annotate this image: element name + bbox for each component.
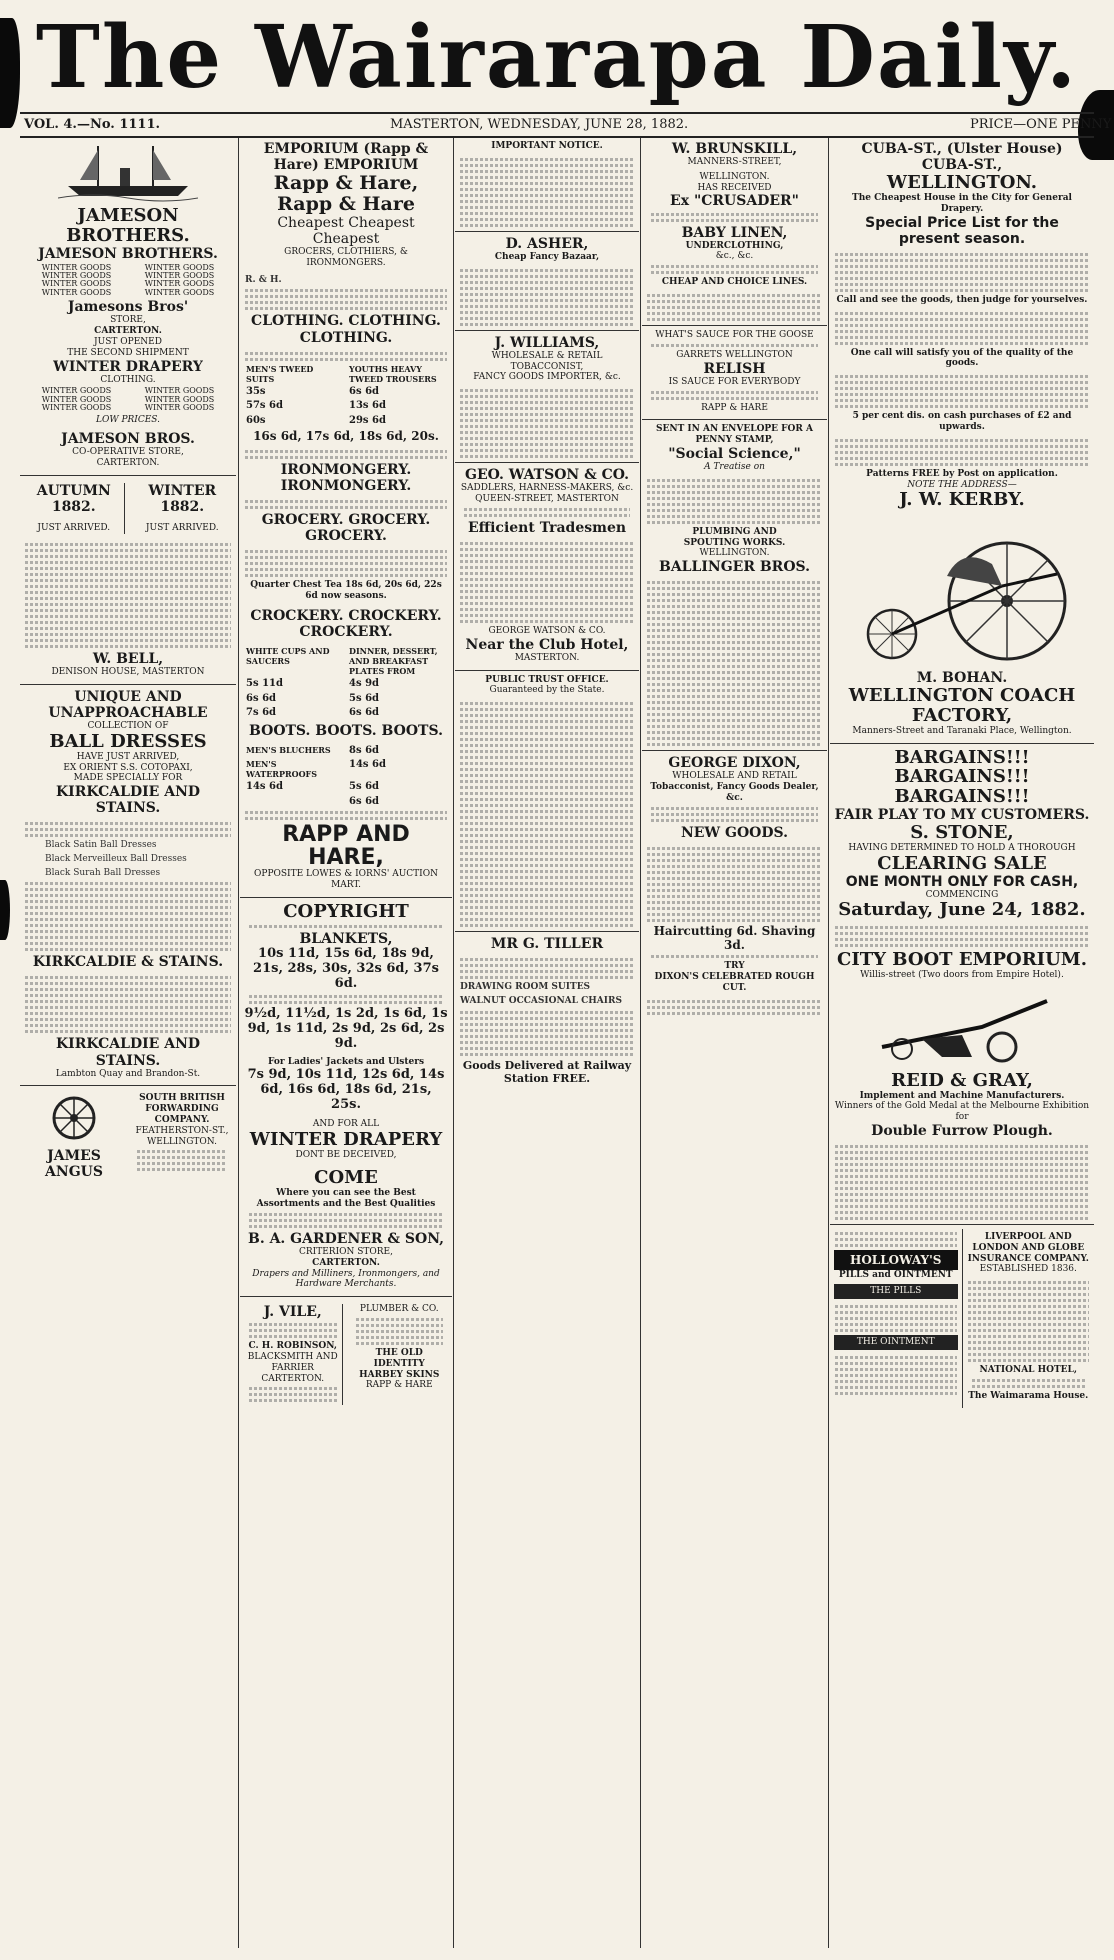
ad-body-text bbox=[835, 926, 1089, 947]
section-rule bbox=[240, 1296, 452, 1297]
bargains-heading: BARGAINS!!! BARGAINS!!! bbox=[894, 746, 1030, 788]
bluchers-label: MEN'S BLUCHERS bbox=[246, 744, 331, 755]
james-angus: JAMES ANGUS bbox=[45, 1147, 103, 1181]
price-value: 13s 6d bbox=[349, 400, 386, 412]
come-heading: COME bbox=[314, 1167, 378, 1189]
ad-body-text bbox=[245, 352, 447, 361]
made-specially: MADE SPECIALLY FOR bbox=[73, 773, 183, 784]
plough-illustration bbox=[862, 987, 1062, 1067]
section-rule bbox=[20, 1085, 236, 1086]
ironmongery-heading: IRONMONGERY. IRONMONGERY. bbox=[280, 461, 412, 495]
ad-body-text bbox=[460, 1011, 634, 1056]
section-rule bbox=[455, 670, 639, 671]
robinson-name: C. H. ROBINSON, bbox=[248, 1341, 338, 1352]
manners-street: MANNERS-STREET, bbox=[687, 157, 782, 168]
price-value: 14s 6d bbox=[349, 759, 386, 771]
quarter-chest-tea: Quarter Chest Tea 18s 6d, 20s 6d, 22s 6d now seasons. bbox=[250, 580, 442, 602]
ad-body-text bbox=[25, 976, 231, 1033]
ad-body-text bbox=[647, 479, 822, 524]
discount: 5 per cent dis. on cash purchases of £2 and upwards. bbox=[852, 411, 1072, 432]
smith-line: BLACKSMITH AND FARRIER bbox=[247, 1352, 338, 1373]
walnut-chairs: WALNUT OCCASIONAL CHAIRS bbox=[460, 996, 622, 1007]
ad-body-text bbox=[25, 882, 231, 951]
section-rule bbox=[455, 330, 639, 331]
winter-goods-item: WINTER GOODS bbox=[144, 403, 215, 413]
section-rule bbox=[455, 931, 639, 932]
winter-goods-item: WINTER GOODS bbox=[41, 262, 112, 272]
commencing: COMMENCING bbox=[925, 889, 999, 900]
ad-body-text bbox=[25, 543, 231, 648]
gardener-name: B. A. GARDENER & SON, bbox=[247, 1230, 445, 1247]
winter-goods-item: WINTER GOODS bbox=[41, 394, 112, 404]
grocers-line: GROCERS, CLOTHIERS, & IRONMONGERS. bbox=[284, 247, 408, 268]
coop-store: CO-OPERATIVE STORE, bbox=[72, 447, 184, 458]
national-hotel: NATIONAL HOTEL, bbox=[979, 1365, 1077, 1376]
crockery-prices bbox=[246, 646, 446, 720]
goods-delivered: Goods Delivered at Railway Station FREE. bbox=[462, 1058, 632, 1085]
waterproofs-label: MEN'S WATERPROOFS bbox=[246, 759, 317, 780]
new-goods: NEW GOODS. bbox=[680, 824, 789, 841]
column-3 bbox=[455, 138, 639, 1948]
ad-body-text bbox=[647, 294, 822, 321]
ad-body-text bbox=[460, 702, 634, 927]
near-club-hotel: Near the Club Hotel, bbox=[465, 636, 629, 653]
dont-be-deceived: DONT BE DECEIVED, bbox=[295, 1149, 397, 1160]
section-rule bbox=[642, 750, 827, 751]
price-value: 5s 11d bbox=[246, 678, 283, 690]
special-price: Special Price List for the present season. bbox=[865, 214, 1059, 247]
ad-body-text bbox=[245, 550, 447, 577]
guaranteed: Guaranteed by the State. bbox=[489, 685, 605, 696]
williams-name: J. WILLIAMS, bbox=[494, 334, 600, 351]
bottom-ads-col5 bbox=[830, 1229, 1094, 1408]
ad-body-text bbox=[249, 995, 443, 1004]
try: TRY bbox=[724, 961, 745, 972]
bohan-name: M. BOHAN. bbox=[916, 670, 1008, 687]
blanket-prices-2: 9½d, 11½d, 1s 2d, 1s 6d, 1s 9d, 1s 11d, 2s 9d, 2s 6d, 2s 9d. bbox=[244, 1005, 448, 1051]
denison-house: DENISON HOUSE, MASTERTON bbox=[51, 667, 205, 678]
price: PRICE—ONE PENNY bbox=[970, 117, 1112, 132]
masterton-label: MASTERTON. bbox=[514, 652, 580, 663]
crockery-heading: CROCKERY. CROCKERY. CROCKERY. bbox=[250, 607, 442, 640]
spouting: SPOUTING WORKS. bbox=[683, 537, 786, 548]
price-value: 5s 6d bbox=[349, 692, 380, 704]
liverpool-insurance: LIVERPOOL AND LONDON AND GLOBE INSURANCE COMPANY. bbox=[967, 1232, 1089, 1264]
mens-tweed-label: MEN'S TWEED SUITS bbox=[246, 363, 314, 384]
winter-goods-item: WINTER GOODS bbox=[144, 279, 215, 289]
ad-body-text bbox=[245, 811, 447, 820]
ad-body-text bbox=[245, 289, 447, 310]
winter-goods-item: WINTER GOODS bbox=[144, 287, 215, 297]
winter-goods-item: WINTER GOODS bbox=[41, 287, 112, 297]
blankets-heading: BLANKETS, bbox=[299, 930, 393, 947]
coach-factory: WELLINGTON COACH FACTORY, bbox=[848, 685, 1076, 727]
section-rule bbox=[240, 897, 452, 898]
ad-body-text bbox=[835, 312, 1089, 345]
geo-watson-2: GEORGE WATSON & CO. bbox=[488, 625, 606, 636]
sb-forwarding: SOUTH BRITISH FORWARDING COMPANY. bbox=[139, 1093, 225, 1126]
underclothing: UNDERCLOTHING, bbox=[685, 240, 784, 251]
ad-body-text bbox=[835, 1232, 957, 1247]
plumber-line: PLUMBER & CO. bbox=[359, 1304, 439, 1315]
price-value: 60s bbox=[246, 414, 266, 426]
ad-body-text bbox=[249, 1213, 443, 1228]
price-value: 35s bbox=[246, 385, 266, 397]
price-value: 29s 6d bbox=[349, 414, 386, 426]
carterton-label-2: CARTERTON. bbox=[96, 458, 160, 469]
etc: &c., &c. bbox=[715, 251, 754, 262]
saturday-date: Saturday, June 24, 1882. bbox=[838, 899, 1086, 921]
williams-sub: WHOLESALE & RETAIL TOBACCONIST, bbox=[491, 350, 603, 372]
ad-body-text bbox=[651, 391, 818, 400]
brunskill-name: W. BRUNSKILL, bbox=[671, 141, 798, 157]
winter-heading: WINTER 1882. bbox=[148, 483, 217, 516]
rapp-hare-small: RAPP & HARE bbox=[365, 1380, 433, 1391]
winter-goods-item: WINTER GOODS bbox=[41, 271, 112, 281]
cuba-street: CUBA-ST., (Ulster House) CUBA-ST., bbox=[861, 141, 1063, 174]
reid-gray: REID & GRAY, bbox=[891, 1069, 1033, 1091]
black-merveilleux: Black Merveilleux Ball Dresses bbox=[45, 854, 187, 864]
bell-name: W. BELL, bbox=[92, 651, 164, 668]
tiller-name: MR G. TILLER bbox=[490, 936, 604, 953]
price-value: 8s 6d bbox=[349, 744, 380, 756]
price-value: 14s 6d bbox=[246, 781, 283, 793]
ad-body-text bbox=[647, 1000, 822, 1015]
winter-goods-item: WINTER GOODS bbox=[41, 403, 112, 413]
ad-body-text bbox=[25, 822, 231, 837]
jacket-prices: 7s 9d, 10s 11d, 12s 6d, 14s 6d, 16s 6d, 18s 6d, 21s, 25s. bbox=[247, 1067, 445, 1113]
rh-intro bbox=[245, 275, 447, 287]
fancy-goods: FANCY GOODS IMPORTER, &c. bbox=[473, 372, 621, 383]
store-label: STORE, bbox=[110, 315, 146, 326]
cheapest-heading: Cheapest Cheapest Cheapest bbox=[277, 214, 415, 248]
patterns-free: Patterns FREE by Post on application. bbox=[866, 468, 1058, 479]
jameson-heading: JAMESON BROTHERS. bbox=[66, 205, 190, 246]
clothing-prices bbox=[246, 364, 446, 428]
garrets: GARRETS WELLINGTON bbox=[676, 349, 793, 360]
column-rule bbox=[828, 138, 829, 1948]
torn-edge-left-low bbox=[0, 880, 10, 940]
winter-goods-item: WINTER GOODS bbox=[144, 262, 215, 272]
ad-body-text bbox=[245, 450, 447, 459]
ad-body-text bbox=[835, 253, 1089, 292]
youths-trousers-label: YOUTHS HEAVY TWEED TROUSERS bbox=[349, 363, 437, 384]
where-line: Where you can see the Best Assortments and the Best Qualities bbox=[256, 1188, 436, 1210]
volume-number: VOL. 4.—No. 1111. bbox=[24, 117, 161, 132]
queen-street: QUEEN-STREET, MASTERTON bbox=[475, 494, 619, 505]
steamship-illustration bbox=[58, 142, 198, 202]
ad-body-text bbox=[835, 375, 1089, 408]
wholesale-retail: WHOLESALE AND RETAIL bbox=[672, 771, 797, 782]
winners-gold-medal: Winners of the Gold Medal at the Melbourne Exhibition for bbox=[834, 1101, 1090, 1123]
rapp-hare-4: RAPP & HARE bbox=[701, 402, 768, 413]
collection-of: COLLECTION OF bbox=[87, 721, 169, 732]
ad-body-text bbox=[460, 389, 634, 458]
drawing-room: DRAWING ROOM SUITES bbox=[460, 982, 591, 993]
the-ointment: THE OINTMENT bbox=[834, 1335, 958, 1350]
ballinger: BALLINGER BROS. bbox=[658, 559, 810, 576]
ad-body-text bbox=[647, 847, 822, 922]
important-notice: IMPORTANT NOTICE. bbox=[491, 141, 603, 151]
ad-body-text bbox=[249, 1323, 337, 1338]
featherston-st: FEATHERSTON-ST., WELLINGTON. bbox=[135, 1125, 229, 1147]
and-for-all: AND FOR ALL bbox=[312, 1119, 380, 1130]
winter-goods-item: WINTER GOODS bbox=[144, 271, 215, 281]
one-month: ONE MONTH ONLY FOR CASH, bbox=[845, 873, 1079, 890]
winter-goods-list-2 bbox=[30, 387, 226, 412]
has-received: HAS RECEIVED bbox=[697, 182, 772, 193]
wellington-label: WELLINGTON. bbox=[699, 171, 770, 182]
carriage-illustration bbox=[852, 516, 1072, 666]
bottom-ads-col2 bbox=[240, 1301, 452, 1411]
section-rule bbox=[642, 325, 827, 326]
price-line: 16s 6d, 17s 6d, 18s 6d, 20s. bbox=[253, 429, 439, 444]
stone-name: S. STONE, bbox=[910, 822, 1014, 844]
george-dixon: GEORGE DIXON, bbox=[668, 755, 801, 772]
boots-prices bbox=[246, 745, 446, 809]
sauce-line: WHAT'S SAUCE FOR THE GOOSE bbox=[655, 330, 814, 341]
haircutting: Haircutting 6d. Shaving 3d. bbox=[653, 923, 816, 952]
cheap-choice: CHEAP AND CHOICE LINES. bbox=[661, 277, 808, 288]
baby-linen: BABY LINEN, bbox=[681, 224, 788, 241]
everybody: IS SAUCE FOR EVERYBODY bbox=[668, 376, 801, 387]
one-call: One call will satisfy you of the quality of the goods. bbox=[850, 347, 1074, 369]
second-shipment: THE SECOND SHIPMENT bbox=[67, 347, 189, 358]
ad-body-text bbox=[968, 1281, 1090, 1362]
clothing-heading: CLOTHING. CLOTHING. CLOTHING. bbox=[251, 313, 441, 346]
price-value: 6s 6d bbox=[349, 795, 380, 807]
ad-body-text bbox=[651, 344, 818, 347]
kirkcaldie-heading: KIRKCALDIE AND STAINS. bbox=[55, 784, 201, 817]
implement-makers: Implement and Machine Manufacturers. bbox=[859, 1090, 1065, 1101]
ad-body-text bbox=[651, 265, 818, 274]
column-4 bbox=[642, 138, 827, 1948]
black-satin: Black Satin Ball Dresses bbox=[45, 840, 157, 851]
waimarama-house: The Waimarama House. bbox=[968, 1391, 1089, 1402]
ad-body-text bbox=[460, 269, 634, 326]
torn-edge-left bbox=[0, 18, 20, 128]
rapp-and-hare-big: RAPP AND HARE, bbox=[282, 822, 410, 871]
the-pills: THE PILLS bbox=[834, 1284, 958, 1299]
jameson-signature: JAMESON BROS. bbox=[61, 431, 195, 448]
winter-goods-item: WINTER GOODS bbox=[41, 279, 112, 289]
low-prices: LOW PRICES. bbox=[95, 414, 160, 425]
relish: RELISH bbox=[703, 360, 766, 377]
willis-street: Willis-street (Two doors from Empire Hotel). bbox=[860, 969, 1064, 980]
just-arrived-2: JUST ARRIVED. bbox=[145, 523, 219, 534]
geo-watson: GEO. WATSON & CO. bbox=[465, 467, 629, 484]
criterion-store: CRITERION STORE, bbox=[299, 1246, 393, 1257]
price-value: 6s 6d bbox=[246, 692, 277, 704]
having-determined: HAVING DETERMINED TO HOLD A THOROUGH bbox=[848, 842, 1076, 853]
wellington-label-2: WELLINGTON. bbox=[699, 548, 770, 559]
kirkcaldie-heading-2: KIRKCALDIE & STAINS. bbox=[32, 954, 224, 971]
winter-goods-item: WINTER GOODS bbox=[41, 386, 112, 396]
section-rule bbox=[642, 419, 827, 420]
dinner-label: DINNER, DESSERT, AND BREAKFAST PLATES FROM bbox=[349, 646, 438, 677]
autumn-winter-header bbox=[20, 480, 236, 540]
kirkcaldie-heading-3: KIRKCALDIE AND STAINS. bbox=[55, 1036, 201, 1069]
price-value: 5s 6d bbox=[349, 781, 380, 793]
rapp-hare-heading: Rapp & Hare, Rapp & Hare bbox=[273, 172, 419, 216]
city-boot-emporium: CITY BOOT EMPORIUM. bbox=[837, 949, 1087, 971]
price-value: 4s 9d bbox=[349, 678, 380, 690]
crusader: Ex "CRUSADER" bbox=[670, 193, 799, 210]
opposite-label: OPPOSITE LOWES & IORNS' AUCTION MART. bbox=[254, 869, 438, 891]
ad-body-text bbox=[835, 1145, 1089, 1220]
ad-body-text bbox=[249, 1387, 337, 1402]
ad-body-text bbox=[460, 958, 634, 979]
treatise: A Treatise on bbox=[704, 462, 765, 473]
kerby-name: J. W. KERBY. bbox=[899, 489, 1025, 511]
ad-body-text bbox=[972, 1379, 1086, 1388]
issue-date: MASTERTON, WEDNESDAY, JUNE 28, 1882. bbox=[390, 117, 689, 132]
section-rule bbox=[830, 743, 1094, 744]
section-rule bbox=[20, 475, 236, 476]
column-5 bbox=[830, 138, 1094, 1948]
masthead-title: The Wairarapa Daily. bbox=[35, 7, 1079, 108]
call-and-see: Call and see the goods, then judge for yourselves. bbox=[836, 294, 1088, 305]
section-rule bbox=[455, 462, 639, 463]
sent-envelope: SENT IN AN ENVELOPE FOR A PENNY STAMP, bbox=[655, 424, 813, 446]
cups-label: WHITE CUPS AND SAUCERS bbox=[246, 646, 330, 667]
dixons-rough-cut: DIXON'S CELEBRATED ROUGH CUT. bbox=[654, 972, 815, 994]
asher-name: D. ASHER, bbox=[505, 235, 589, 252]
note-address: NOTE THE ADDRESS— bbox=[907, 479, 1017, 490]
plumbing: PLUMBING AND bbox=[692, 526, 777, 537]
ad-body-text bbox=[835, 439, 1089, 466]
column-rule bbox=[238, 138, 239, 1948]
ad-body-text bbox=[249, 925, 443, 928]
winter-goods-item: WINTER GOODS bbox=[144, 394, 215, 404]
lambton-quay: Lambton Quay and Brandon-St. bbox=[55, 1068, 201, 1079]
old-identity: THE OLD IDENTITY bbox=[373, 1347, 425, 1369]
black-surah: Black Surah Ball Dresses bbox=[45, 867, 161, 878]
double-furrow: Double Furrow Plough. bbox=[871, 1122, 1053, 1139]
dateline bbox=[20, 112, 1112, 138]
bargains-heading-2: BARGAINS!!! bbox=[894, 786, 1030, 808]
winter-goods-item: WINTER GOODS bbox=[144, 386, 215, 396]
clearing-sale: CLEARING SALE bbox=[877, 852, 1047, 874]
grocery-heading: GROCERY. GROCERY. GROCERY. bbox=[261, 512, 431, 545]
ad-body-text bbox=[137, 1150, 227, 1171]
price-value: 57s 6d bbox=[246, 400, 283, 412]
unique-heading: UNIQUE AND UNAPPROACHABLE bbox=[48, 688, 208, 722]
blanket-prices: 10s 11d, 15s 6d, 18s 9d, 21s, 28s, 30s, 32s 6d, 37s 6d. bbox=[253, 945, 439, 991]
column-rule bbox=[640, 138, 641, 1948]
manners-taranaki: Manners-Street and Taranaki Place, Wellington. bbox=[852, 725, 1072, 736]
fair-play: FAIR PLAY TO MY CUSTOMERS. bbox=[834, 807, 1090, 824]
ad-body-text bbox=[460, 542, 634, 623]
clothing-label: CLOTHING. bbox=[100, 374, 156, 385]
column-1 bbox=[20, 138, 236, 1948]
ad-body-text bbox=[651, 807, 818, 822]
cart-wheel-illustration bbox=[49, 1093, 99, 1143]
ad-body-text bbox=[835, 1356, 957, 1395]
carterton-2: CARTERTON. bbox=[312, 1257, 380, 1268]
winter-drapery-heading: WINTER DRAPERY bbox=[249, 1128, 443, 1150]
jameson-bros: Jamesons Bros' bbox=[67, 299, 189, 316]
wellington-heading: WELLINGTON. bbox=[886, 172, 1038, 194]
social-science: "Social Science," bbox=[668, 445, 801, 462]
carterton-label: CARTERTON. bbox=[94, 326, 162, 337]
ad-body-text bbox=[356, 1318, 444, 1345]
jackets-heading: For Ladies' Jackets and Ulsters bbox=[267, 1057, 425, 1068]
ad-body-text bbox=[651, 955, 818, 958]
column-rule bbox=[453, 138, 454, 1948]
public-trust: PUBLIC TRUST OFFICE. bbox=[485, 674, 609, 685]
pills-ointment: PILLS and OINTMENT bbox=[838, 1270, 953, 1281]
efficient-tradesmen: Efficient Tradesmen bbox=[467, 519, 627, 536]
ad-body-text bbox=[647, 581, 822, 746]
just-arrived: JUST ARRIVED. bbox=[37, 523, 111, 534]
autumn-heading: AUTUMN 1882. bbox=[36, 483, 111, 516]
boots-heading: BOOTS. BOOTS. BOOTS. bbox=[249, 722, 443, 739]
have-arrived: HAVE JUST ARRIVED, bbox=[76, 751, 180, 762]
price-value: 6s 6d bbox=[349, 707, 380, 719]
vile-name: J. VILE, bbox=[263, 1304, 322, 1321]
ball-dresses: BALL DRESSES bbox=[49, 730, 207, 752]
harbey-skins: HARBEY SKINS bbox=[359, 1369, 440, 1380]
ad-body-text bbox=[651, 213, 818, 222]
holloway-name: HOLLOWAY'S bbox=[834, 1250, 958, 1270]
just-opened: JUST OPENED bbox=[94, 336, 162, 347]
bottom-ads bbox=[20, 1090, 236, 1186]
column-2 bbox=[240, 138, 452, 1948]
cheapest-house: The Cheapest House in the City for General Drapery. bbox=[852, 192, 1072, 214]
jameson-heading-repeat: JAMESON BROTHERS. bbox=[38, 245, 218, 262]
price-value: 6s 6d bbox=[349, 385, 380, 397]
ad-body-text bbox=[464, 508, 630, 517]
tobacconist: Tobacconist, Fancy Goods Dealer, &c. bbox=[650, 782, 819, 803]
emporium-heading: EMPORIUM (Rapp & Hare) EMPORIUM bbox=[263, 141, 429, 174]
rh-initials: R. & H. bbox=[245, 274, 282, 285]
section-rule bbox=[20, 684, 236, 685]
ad-body-text bbox=[460, 158, 634, 227]
carterton-3: CARTERTON. bbox=[261, 1373, 325, 1384]
copyright-heading: COPYRIGHT bbox=[283, 900, 409, 922]
ex-orient: EX ORIENT S.S. COTOPAXI, bbox=[63, 762, 193, 773]
section-rule bbox=[455, 231, 639, 232]
established-1836: ESTABLISHED 1836. bbox=[979, 1264, 1077, 1275]
ad-body-text bbox=[835, 1305, 957, 1332]
drapers-line: Drapers and Milliners, Ironmongers, and Hardware Merchants. bbox=[252, 1268, 440, 1290]
section-rule bbox=[830, 1224, 1094, 1225]
winter-drapery: WINTER DRAPERY bbox=[53, 358, 203, 375]
winter-goods-list bbox=[30, 264, 226, 298]
ad-body-text bbox=[245, 500, 447, 509]
fancy-bazaar: Cheap Fancy Bazaar, bbox=[494, 251, 600, 262]
saddlers: SADDLERS, HARNESS-MAKERS, &c. bbox=[460, 483, 634, 494]
price-value: 7s 6d bbox=[246, 707, 277, 719]
